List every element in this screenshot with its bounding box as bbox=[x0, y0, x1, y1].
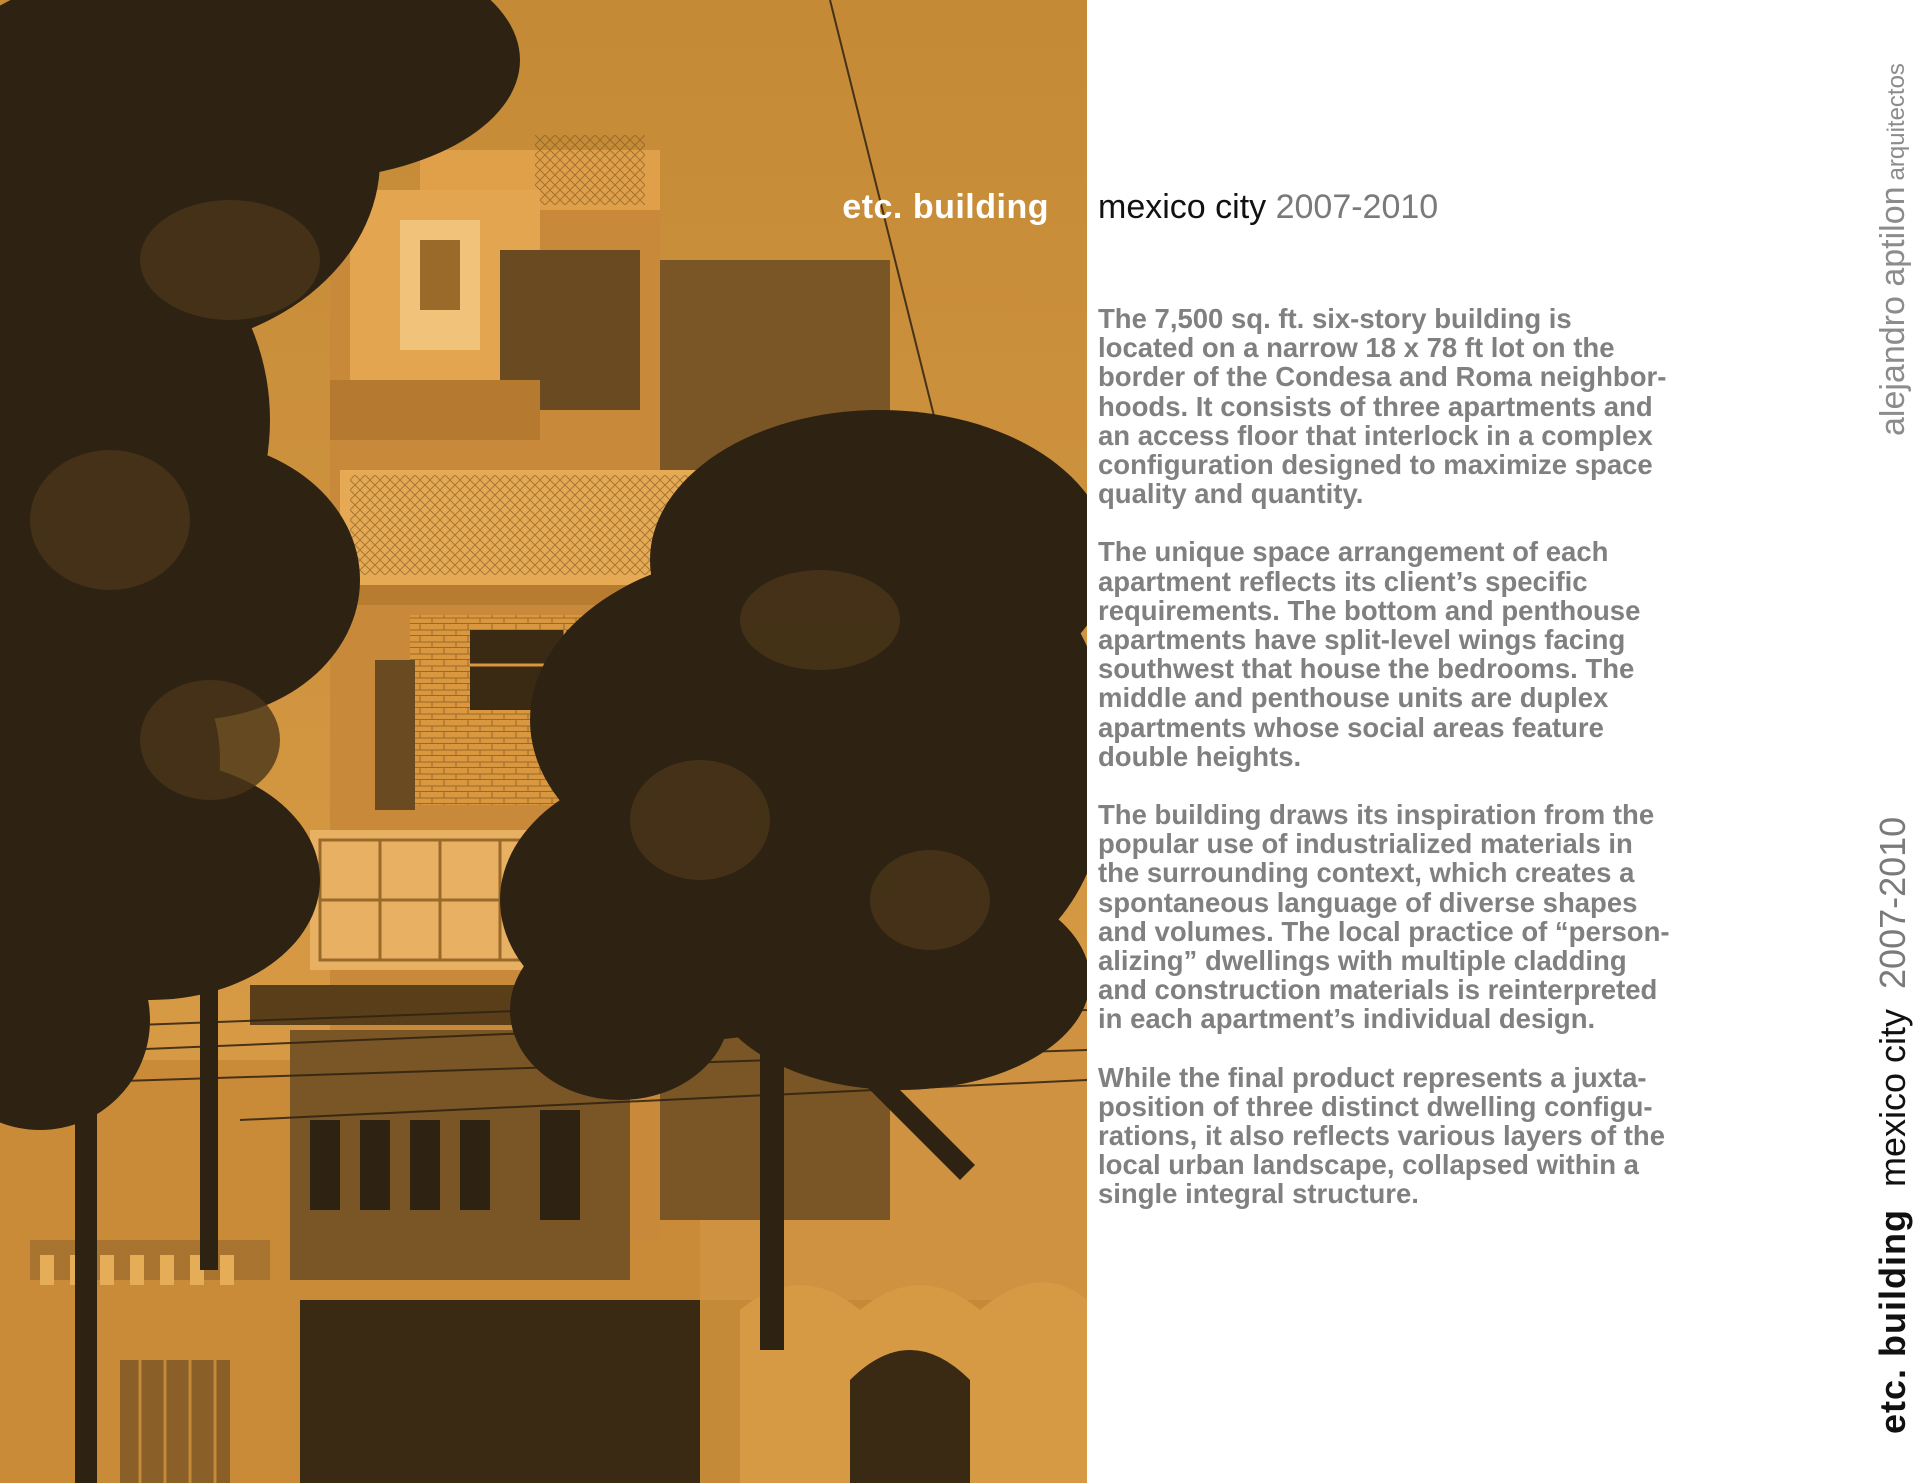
firm-suffix: arquitectos bbox=[1883, 63, 1910, 181]
project-heading bbox=[1098, 188, 1438, 227]
firm-name: alejandro aptilon bbox=[1874, 186, 1912, 436]
photo-title: etc. building bbox=[842, 188, 1049, 226]
spine-city: mexico city bbox=[1872, 1008, 1913, 1187]
spine-years: 2007-2010 bbox=[1872, 816, 1913, 989]
firm-name-vertical bbox=[1874, 36, 1913, 436]
project-description bbox=[1098, 304, 1738, 1238]
description-paragraph-2: The unique space arrangement of each apartment reflects its client’s specific requirements. The bottom and penthouse apartments have split-level wings facing southwest that house the bedrooms. The middle and penthouse units are duplex apartments whose social areas feature double heights. bbox=[1098, 536, 1641, 772]
description-paragraph-4: While the final product represents a juxta- position of three distinct dwelling configu- rations, it also reflects various layers of the local urban landscape, collapsed within a single integral structure. bbox=[1098, 1061, 1666, 1210]
spine-title-vertical bbox=[1872, 794, 1914, 1434]
description-paragraph-1: The 7,500 sq. ft. six-story building is located on a narrow 18 x 78 ft lot on the border of the Condesa and Roma neighbor- hoods. It consists of three apartments and an access floor that interlock in a complex configuration designed to maximize space quality and quantity. bbox=[1098, 303, 1667, 510]
description-paragraph-3: The building draws its inspiration from the popular use of industrialized materials in the surrounding context, which creates a spontaneous language of diverse shapes and volumes. The local practice of “person- alizing” dwellings with multiple cladding and construction materials is reinterpreted in each apartment’s individual design. bbox=[1098, 799, 1670, 1035]
spine-title: etc. building bbox=[1872, 1209, 1913, 1434]
project-city: mexico city bbox=[1098, 188, 1267, 226]
project-years: 2007-2010 bbox=[1275, 188, 1439, 226]
